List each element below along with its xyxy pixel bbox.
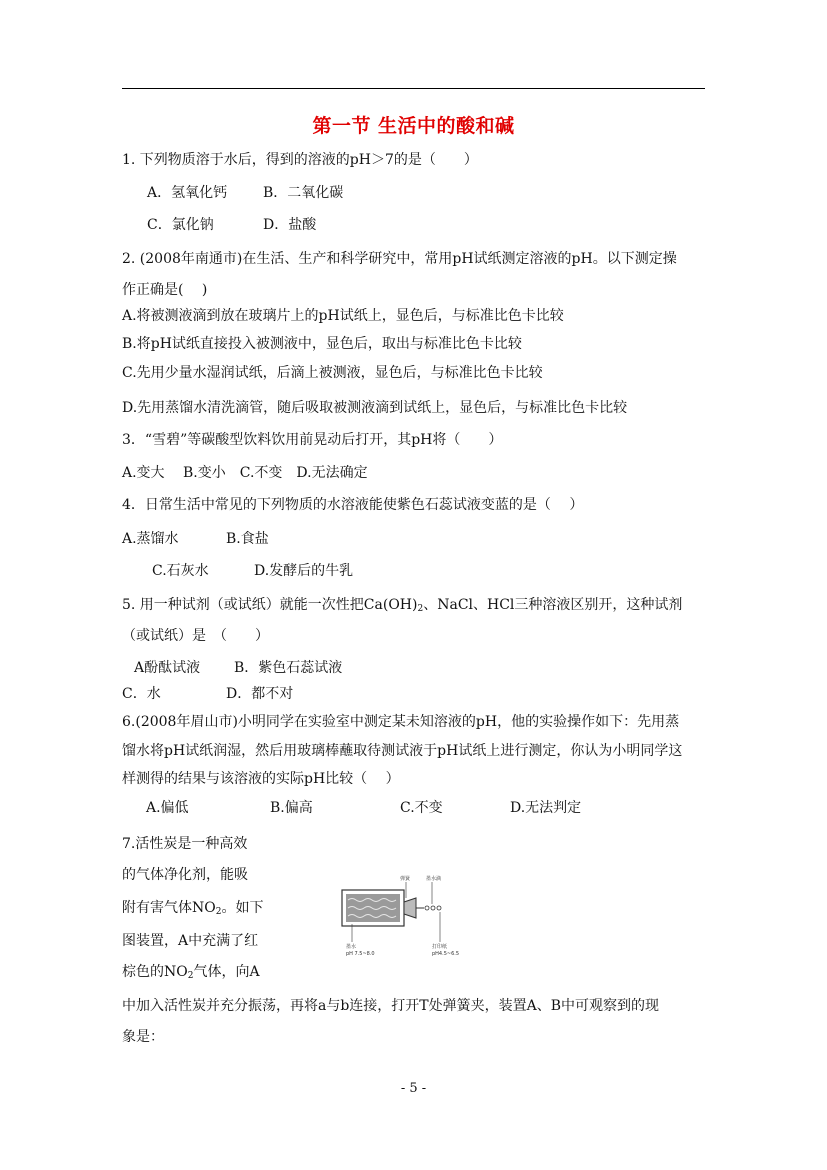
- q1-option-b: B．二氧化碳: [263, 185, 344, 201]
- q6-stem-line2: 馏水将pH试纸润湿，然后用玻璃棒蘸取待测试液于pH试纸上进行测定，你认为小明同学这: [122, 743, 683, 759]
- q5-option-c: C．水: [122, 686, 161, 702]
- figure-label: 墨水: [346, 944, 357, 950]
- q7-line6: 中加入活性炭并充分振荡，再将a与b连接，打开T处弹簧夹，装置A、B中可观察到的现: [122, 998, 660, 1014]
- q1-options-row2: [147, 215, 316, 235]
- droplet: [437, 906, 441, 910]
- q7-line4: 图装置，A中充满了红: [122, 933, 259, 949]
- q4-option-c: C.石灰水: [152, 563, 209, 579]
- q5-stem-text: 5. 用一种试剂（或试纸）就能一次性把Ca(OH): [122, 597, 418, 613]
- q5-option-b: B．紫色石蕊试液: [234, 660, 343, 676]
- figure-label: 弹簧: [400, 876, 411, 882]
- q2-option-d: D.先用蒸馏水清洗滴管，随后吸取被测液滴到试纸上，显色后，与标准比色卡比较: [122, 400, 628, 416]
- q7-line3-text: 附有害气体NO: [122, 900, 216, 916]
- figure-label: 墨水滴: [426, 876, 442, 882]
- q1-options-row1: [147, 183, 343, 203]
- q5-subscript: 2: [417, 604, 424, 614]
- q6-option-b: B.偏高: [270, 800, 313, 816]
- q3-stem: 3．“雪碧”等碳酸型饮料饮用前晃动后打开，其pH将（ ）: [122, 432, 503, 448]
- q1-option-d: D．盐酸: [263, 217, 317, 233]
- q5-option-a: A酚酞试液: [134, 660, 201, 676]
- q6-stem-line1: 6.(2008年眉山市)小明同学在实验室中测定某未知溶液的pH，他的实验操作如下：先用蒸: [122, 714, 680, 730]
- q4-option-d: D.发酵后的牛乳: [254, 563, 354, 579]
- q2-option-b: B.将pH试纸直接投入被测液中，显色后，取出与标准比色卡比较: [122, 336, 522, 352]
- q1-stem: 1. 下列物质溶于水后，得到的溶液的pH＞7的是（ ）: [122, 152, 478, 168]
- q6-option-c: C.不变: [400, 800, 443, 816]
- q4-options-row2: [152, 561, 353, 581]
- q7-line5: [122, 962, 260, 986]
- q7-line5-text: 棕色的NO: [122, 964, 188, 980]
- nozzle: [404, 898, 416, 918]
- q5-options-row2: [122, 684, 293, 704]
- q7-line3-subscript: 2: [215, 907, 222, 917]
- q4-option-b: B.食盐: [226, 531, 269, 547]
- figure-label: pH 7.5~8.0: [346, 951, 375, 957]
- figure-label: pH4.5~6.5: [432, 951, 460, 957]
- q4-option-a: A.蒸馏水: [122, 531, 179, 547]
- q2-option-c: C.先用少量水湿润试纸，后滴上被测液，显色后，与标准比色卡比较: [122, 365, 543, 381]
- q7-line3-text-cont: 。如下: [221, 900, 264, 916]
- droplet: [425, 906, 429, 910]
- q7-line2: 的气体净化剂，能吸: [122, 867, 248, 883]
- q6-option-d: D.无法判定: [510, 800, 582, 816]
- q7-line3: [122, 898, 263, 922]
- q6-stem-line3: 样测得的结果与该溶液的实际pH比较（ ）: [122, 771, 400, 787]
- q4-options-row1: [122, 529, 269, 549]
- q6-options: [146, 798, 581, 818]
- q5-stem-text-cont: 、NaCl、HCl三种溶液区别开，这种试剂: [423, 597, 683, 613]
- q1-option-a: A．氢氧化钙: [147, 185, 228, 201]
- q5-stem-line1: [122, 595, 682, 619]
- q7-line1: 7.活性炭是一种高效: [122, 836, 248, 852]
- q2-stem-line2: 作正确是( ): [122, 282, 208, 298]
- q6-option-a: A.偏低: [146, 800, 189, 816]
- q7-line5-subscript: 2: [187, 971, 194, 981]
- q7-line5-text-cont: 气体，向A: [193, 964, 260, 980]
- header-rule: [122, 88, 705, 89]
- page-title: 第一节 生活中的酸和碱: [312, 115, 515, 137]
- q3-options: A.变大 B.变小 C.不变 D.无法确定: [122, 465, 368, 481]
- q5-stem-line2: （或试纸）是 （ ）: [122, 628, 269, 644]
- q1-option-c: C．氯化钠: [147, 217, 214, 233]
- figure-label: 打印纸: [432, 944, 448, 950]
- q7-line7: 象是：: [122, 1029, 164, 1045]
- q2-option-a: A.将被测液滴到放在玻璃片上的pH试纸上，显色后，与标准比色卡比较: [122, 308, 564, 324]
- q5-option-d: D．都不对: [226, 686, 294, 702]
- droplet: [431, 906, 435, 910]
- q5-options-row1: [134, 658, 342, 678]
- page-number: - 5 -: [400, 1081, 427, 1096]
- apparatus-figure: [340, 868, 460, 968]
- q4-stem: 4．日常生活中常见的下列物质的水溶液能使紫色石蕊试液变蓝的是（ ）: [122, 497, 584, 513]
- q2-stem-line1: 2. (2008年南通市)在生活、生产和科学研究中，常用pH试纸测定溶液的pH。以下测定操: [122, 251, 677, 267]
